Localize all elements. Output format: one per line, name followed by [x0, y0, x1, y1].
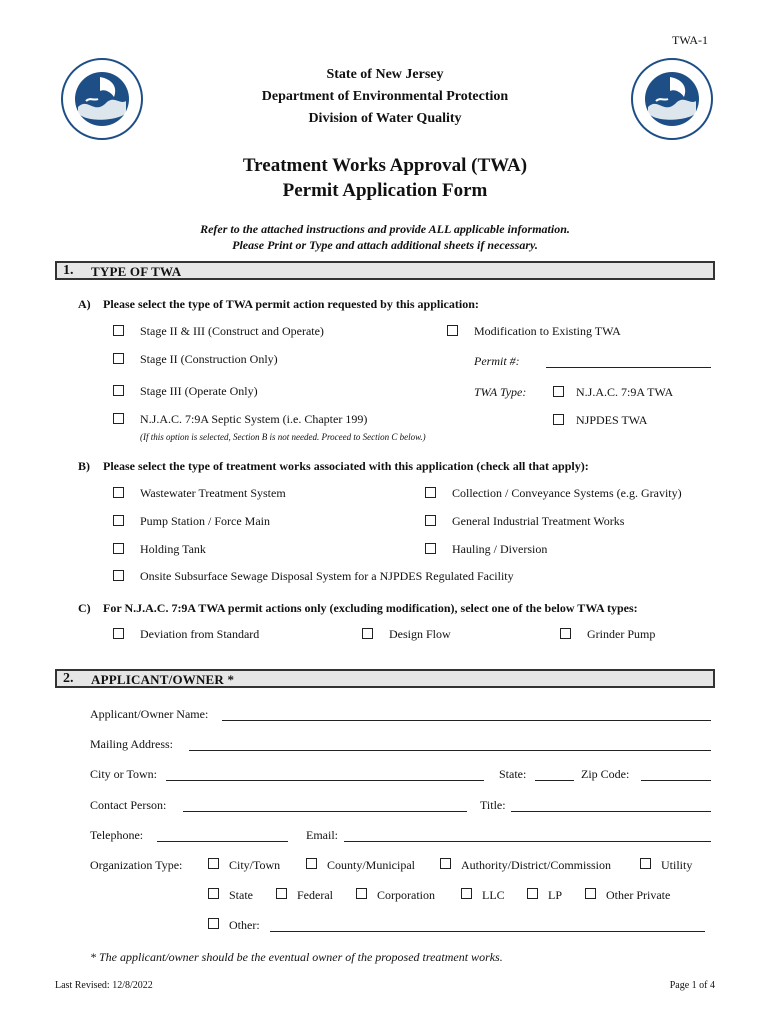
org-corporation-label: Corporation [377, 888, 435, 902]
org-utility-label: Utility [661, 858, 693, 872]
section-1-title: TYPE OF TWA [91, 264, 182, 279]
agency-header [0, 64, 770, 130]
contact-person-label: Contact Person: [90, 798, 167, 812]
section-1-header [55, 261, 715, 280]
section-a-question: Please select the type of TWA permit action requested by this application: [103, 297, 479, 311]
page-number: Page 1 of 4 [669, 980, 715, 991]
section-b-label: B) [78, 459, 90, 473]
org-lp-checkbox[interactable] [527, 888, 538, 899]
title-line-1: Treatment Works Approval (TWA) [242, 155, 528, 176]
stage2-label: Stage II (Construction Only) [140, 352, 278, 366]
septic-label: N.J.A.C. 7:9A Septic System (i.e. Chapter 199) [140, 412, 368, 426]
stage2-checkbox[interactable] [113, 353, 124, 364]
stage3-checkbox[interactable] [113, 385, 124, 396]
owner-name-label: Applicant/Owner Name: [90, 707, 209, 721]
org-other-private-checkbox[interactable] [585, 888, 596, 899]
org-llc-label: LLC [482, 888, 505, 902]
mailing-address-field[interactable] [189, 750, 711, 751]
onsite-checkbox[interactable] [113, 570, 124, 581]
form-id: TWA-1 [672, 33, 708, 47]
org-city-town-checkbox[interactable] [208, 858, 219, 869]
deviation-checkbox[interactable] [113, 628, 124, 639]
owner-name-field[interactable] [222, 720, 711, 721]
section-c-label: C) [78, 601, 91, 615]
stage3-label: Stage III (Operate Only) [140, 384, 258, 398]
industrial-label: General Industrial Treatment Works [452, 514, 625, 528]
pump-station-checkbox[interactable] [113, 515, 124, 526]
org-corporation-checkbox[interactable] [356, 888, 367, 899]
title-line-2: Permit Application Form [282, 180, 488, 201]
collection-label: Collection / Conveyance Systems (e.g. Gravity) [452, 486, 682, 500]
onsite-label: Onsite Subsurface Sewage Disposal System for a NJPDES Regulated Facility [140, 569, 514, 583]
header-division: Division of Water Quality [308, 111, 462, 126]
email-label: Email: [306, 828, 338, 842]
septic-note: (If this option is selected, Section B is not needed. Proceed to Section C below.) [140, 432, 426, 442]
holding-tank-checkbox[interactable] [113, 543, 124, 554]
state-label: State: [499, 767, 527, 781]
grinder-pump-checkbox[interactable] [560, 628, 571, 639]
last-revised: Last Revised: 12/8/2022 [55, 980, 153, 991]
zip-label: Zip Code: [581, 767, 630, 781]
hauling-checkbox[interactable] [425, 543, 436, 554]
org-authority-label: Authority/District/Commission [461, 858, 612, 872]
org-other-private-label: Other Private [606, 888, 671, 902]
deviation-label: Deviation from Standard [140, 627, 260, 641]
org-utility-checkbox[interactable] [640, 858, 651, 869]
section-2-header [55, 669, 715, 688]
page-title [0, 153, 770, 203]
org-llc-checkbox[interactable] [461, 888, 472, 899]
mailing-address-label: Mailing Address: [90, 737, 173, 751]
title-field[interactable] [511, 811, 711, 812]
modification-label: Modification to Existing TWA [474, 324, 621, 338]
owner-footnote: * The applicant/owner should be the eventual owner of the proposed treatment works. [90, 950, 503, 964]
collection-checkbox[interactable] [425, 487, 436, 498]
city-field[interactable] [166, 780, 484, 781]
org-other-checkbox[interactable] [208, 918, 219, 929]
org-federal-checkbox[interactable] [276, 888, 287, 899]
wastewater-checkbox[interactable] [113, 487, 124, 498]
section-2-number: 2. [63, 671, 74, 686]
industrial-checkbox[interactable] [425, 515, 436, 526]
section-a-label: A) [78, 297, 91, 311]
instructions-line-2: Please Print or Type and attach additional sheets if necessary. [232, 238, 538, 252]
org-county-label: County/Municipal [327, 858, 415, 872]
email-field[interactable] [344, 841, 711, 842]
org-federal-label: Federal [297, 888, 333, 902]
section-1-number: 1. [63, 263, 74, 278]
instructions-line-1: Refer to the attached instructions and provide ALL applicable information. [200, 222, 570, 236]
org-other-field[interactable] [270, 931, 705, 932]
telephone-label: Telephone: [90, 828, 144, 842]
org-other-label: Other: [229, 918, 260, 932]
org-county-checkbox[interactable] [306, 858, 317, 869]
holding-tank-label: Holding Tank [140, 542, 206, 556]
section-c-question: For N.J.A.C. 7:9A TWA permit actions only (excluding modification), select one of the below TWA types: [103, 601, 638, 615]
state-field[interactable] [535, 780, 574, 781]
org-state-label: State [229, 888, 253, 902]
title-label: Title: [480, 798, 506, 812]
instructions [0, 221, 770, 253]
wastewater-label: Wastewater Treatment System [140, 486, 286, 500]
zip-field[interactable] [641, 780, 711, 781]
twa-type-label: TWA Type: [474, 385, 527, 399]
modification-checkbox[interactable] [447, 325, 458, 336]
org-lp-label: LP [548, 888, 563, 902]
org-authority-checkbox[interactable] [440, 858, 451, 869]
njpdes-twa-label: NJPDES TWA [576, 413, 648, 427]
permit-number-label: Permit #: [474, 354, 520, 368]
section-b-question: Please select the type of treatment works associated with this application (check all that apply): [103, 459, 589, 473]
septic-checkbox[interactable] [113, 413, 124, 424]
stage2-3-checkbox[interactable] [113, 325, 124, 336]
stage2-3-label: Stage II & III (Construct and Operate) [140, 324, 324, 338]
njac-twa-label: N.J.A.C. 7:9A TWA [576, 385, 674, 399]
city-label: City or Town: [90, 767, 157, 781]
pump-station-label: Pump Station / Force Main [140, 514, 270, 528]
header-state: State of New Jersey [326, 67, 444, 82]
permit-number-field[interactable] [546, 367, 711, 368]
telephone-field[interactable] [157, 841, 288, 842]
org-state-checkbox[interactable] [208, 888, 219, 899]
hauling-label: Hauling / Diversion [452, 542, 548, 556]
njpdes-twa-checkbox[interactable] [553, 414, 564, 425]
grinder-pump-label: Grinder Pump [587, 627, 656, 641]
section-2-title: APPLICANT/OWNER * [91, 672, 235, 687]
design-flow-checkbox[interactable] [362, 628, 373, 639]
njac-twa-checkbox[interactable] [553, 386, 564, 397]
org-city-town-label: City/Town [229, 858, 281, 872]
contact-person-field[interactable] [183, 811, 467, 812]
header-department: Department of Environmental Protection [261, 89, 509, 104]
org-type-label: Organization Type: [90, 858, 183, 872]
design-flow-label: Design Flow [389, 627, 451, 641]
